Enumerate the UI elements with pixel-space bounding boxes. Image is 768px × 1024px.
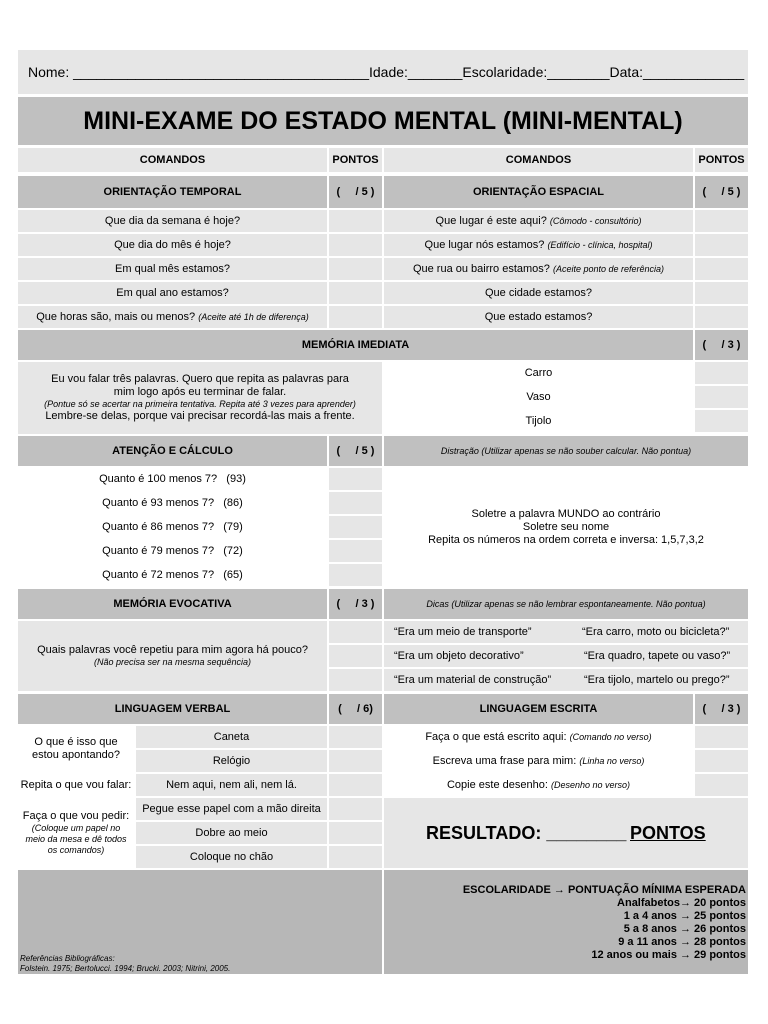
question-note: (Aceite ponto de referência) xyxy=(552,264,665,274)
section-distracao: Distração (Utilizar apenas se não souber calcular. Não pontua) xyxy=(384,436,748,466)
score-cell[interactable] xyxy=(329,645,382,667)
page-title-text: MINI-EXAME DO ESTADO MENTAL (MINI-MENTAL) xyxy=(83,106,683,135)
question-row: Que lugar é este aqui? (Cômodo - consultório) xyxy=(384,210,693,232)
dica-hint: “Era um meio de transporte” xyxy=(394,626,532,638)
score-cell[interactable] xyxy=(329,564,382,586)
verbal-note: (Coloque um papel no meio da mesa e dê todos os comandos) xyxy=(25,823,127,855)
verbal-item-coloque: Coloque no chão xyxy=(136,846,327,868)
col-header-comandos-right: COMANDOS xyxy=(384,148,693,172)
score-cell[interactable] xyxy=(329,621,382,643)
question-note: (Aceite até 1h de diferença) xyxy=(198,312,309,322)
escolaridade-box xyxy=(384,870,748,974)
question-row: Em qual mês estamos? xyxy=(18,258,327,280)
patient-info-line: Nome: ______________________________________Idade:_______Escolaridade:________Data:_____________ xyxy=(28,64,745,80)
question-row: Que horas são, mais ou menos? (Aceite até 1h de diferença) xyxy=(18,306,327,328)
score-cell[interactable] xyxy=(329,798,382,820)
memoria-evocativa-question xyxy=(18,621,327,691)
escolaridade-row: 1 a 4 anos → 25 pontos xyxy=(623,910,746,922)
score-linguagem-verbal: ( / 6) xyxy=(329,694,382,724)
dica-options: “Era tijolo, martelo ou prego?” xyxy=(584,674,730,686)
section-orientacao-espacial: ORIENTAÇÃO ESPACIAL xyxy=(384,176,693,208)
section-memoria-imediata: MEMÓRIA IMEDIATA xyxy=(18,330,693,360)
evocativa-text: Quais palavras você repetiu para mim agora há pouco? xyxy=(37,644,308,656)
evocativa-note: (Não precisa ser na mesma sequência) xyxy=(93,657,252,667)
score-cell[interactable] xyxy=(695,774,748,796)
question-row: Que estado estamos? xyxy=(384,306,693,328)
patient-info-bar xyxy=(18,50,748,94)
verbal-item-relogio: Relógio xyxy=(136,750,327,772)
question-row: Que cidade estamos? xyxy=(384,282,693,304)
dica-row xyxy=(384,669,748,691)
calc-row: Quanto é 93 menos 7? (86) xyxy=(18,492,327,514)
escrita-note: (Desenho no verso) xyxy=(550,780,631,790)
dica-row xyxy=(384,645,748,667)
score-cell[interactable] xyxy=(329,774,382,796)
verbal-question-apontando: O que é isso que estou apontando? xyxy=(18,726,134,772)
verbal-question-repita: Repita o que vou falar: xyxy=(18,774,134,796)
score-linguagem-escrita: ( / 3 ) xyxy=(695,694,748,724)
question-row: Que dia da semana é hoje? xyxy=(18,210,327,232)
calc-row: Quanto é 100 menos 7? (93) xyxy=(18,468,327,490)
escolaridade-title: ESCOLARIDADE → PONTUAÇÃO MÍNIMA ESPERADA xyxy=(462,884,746,896)
escrita-row: Copie este desenho: (Desenho no verso) xyxy=(384,774,693,796)
score-cell[interactable] xyxy=(329,726,382,748)
score-cell[interactable] xyxy=(329,234,382,256)
score-cell[interactable] xyxy=(695,726,748,748)
resultado-box xyxy=(384,798,748,868)
instruction-note: (Pontue só se acertar na primeira tentativa. Repita até 3 vezes para aprender) xyxy=(44,399,356,409)
section-dicas: Dicas (Utilizar apenas se não lembrar espontaneamente. Não pontua) xyxy=(384,589,748,619)
score-orientacao-temporal: ( / 5 ) xyxy=(329,176,382,208)
word-carro: Carro xyxy=(384,362,693,384)
references-title: Referências Bibliográficas: xyxy=(20,954,115,963)
verbal-item-dobre: Dobre ao meio xyxy=(136,822,327,844)
escrita-note: (Comando no verso) xyxy=(569,732,652,742)
score-cell[interactable] xyxy=(329,846,382,868)
escolaridade-row: 9 a 11 anos → 28 pontos xyxy=(618,936,746,948)
dica-row xyxy=(384,621,748,643)
instruction-text: Lembre-se delas, porque vai precisar recordá-las mais a frente. xyxy=(45,410,355,422)
resultado-label: RESULTADO: ________ xyxy=(426,823,627,843)
score-cell[interactable] xyxy=(695,258,748,280)
score-memoria-imediata: ( / 3 ) xyxy=(695,330,748,360)
score-atencao-calculo: ( / 5 ) xyxy=(329,436,382,466)
escrita-note: (Linha no verso) xyxy=(579,756,645,766)
verbal-question-faca: Faça o que vou pedir: (Coloque um papel no meio da mesa e dê todos os comandos) xyxy=(18,798,134,868)
col-header-comandos-left: COMANDOS xyxy=(18,148,327,172)
dica-hint: “Era um material de construção” xyxy=(394,674,552,686)
col-header-pontos-right: PONTOS xyxy=(695,148,748,172)
distracao-line: Soletre seu nome xyxy=(522,520,610,533)
question-row: Que lugar nós estamos? (Edifício - clínica, hospital) xyxy=(384,234,693,256)
question-row: Que dia do mês é hoje? xyxy=(18,234,327,256)
score-cell[interactable] xyxy=(329,492,382,514)
resultado-pontos: PONTOS xyxy=(630,823,706,843)
score-cell[interactable] xyxy=(695,210,748,232)
score-orientacao-espacial: ( / 5 ) xyxy=(695,176,748,208)
section-linguagem-verbal: LINGUAGEM VERBAL xyxy=(18,694,327,724)
score-cell[interactable] xyxy=(329,258,382,280)
escolaridade-row: Analfabetos→ 20 pontos xyxy=(617,897,746,909)
score-cell[interactable] xyxy=(329,468,382,490)
dica-options: “Era quadro, tapete ou vaso?” xyxy=(584,650,731,662)
verbal-item-repita: Nem aqui, nem ali, nem lá. xyxy=(136,774,327,796)
question-note: (Cômodo - consultório) xyxy=(549,216,642,226)
dica-hint: “Era um objeto decorativo” xyxy=(394,650,524,662)
distracao-line: Repita os números na ordem correta e inversa: 1,5,7,3,2 xyxy=(428,533,704,546)
calc-row: Quanto é 72 menos 7? (65) xyxy=(18,564,327,586)
word-vaso: Vaso xyxy=(384,386,693,408)
score-cell[interactable] xyxy=(695,282,748,304)
score-cell[interactable] xyxy=(329,540,382,562)
col-header-pontos-left: PONTOS xyxy=(329,148,382,172)
score-cell[interactable] xyxy=(695,234,748,256)
section-orientacao-temporal: ORIENTAÇÃO TEMPORAL xyxy=(18,176,327,208)
verbal-item-caneta: Caneta xyxy=(136,726,327,748)
score-cell[interactable] xyxy=(695,386,748,408)
references-text: Folstein. 1975; Bertolucci. 1994; Brucki. 2003; Nitrini, 2005. xyxy=(20,964,231,973)
references-box xyxy=(18,870,382,974)
score-cell[interactable] xyxy=(695,750,748,772)
verbal-item-pegue: Pegue esse papel com a mão direita xyxy=(136,798,327,820)
page-title xyxy=(18,97,748,145)
question-note: (Edifício - clínica, hospital) xyxy=(547,240,653,250)
score-cell[interactable] xyxy=(329,750,382,772)
instruction-text: Eu vou falar três palavras. Quero que repita as palavras para mim logo após eu terminar de falar. xyxy=(51,373,349,398)
question-row: Que rua ou bairro estamos? (Aceite ponto de referência) xyxy=(384,258,693,280)
escolaridade-list xyxy=(463,884,746,962)
score-cell[interactable] xyxy=(695,410,748,432)
score-cell[interactable] xyxy=(329,210,382,232)
word-tijolo: Tijolo xyxy=(384,410,693,432)
score-cell[interactable] xyxy=(695,306,748,328)
score-cell[interactable] xyxy=(695,362,748,384)
escrita-row: Escreva uma frase para mim: (Linha no verso) xyxy=(384,750,693,772)
escolaridade-row: 12 anos ou mais → 29 pontos xyxy=(591,949,746,961)
score-cell[interactable] xyxy=(329,822,382,844)
score-cell[interactable] xyxy=(329,306,382,328)
score-cell[interactable] xyxy=(329,282,382,304)
calc-row: Quanto é 86 menos 7? (79) xyxy=(18,516,327,538)
distracao-instructions xyxy=(384,468,748,586)
memoria-imediata-instructions xyxy=(18,362,382,434)
section-atencao-calculo: ATENÇÃO E CÁLCULO xyxy=(18,436,327,466)
score-cell[interactable] xyxy=(329,516,382,538)
section-memoria-evocativa: MEMÓRIA EVOCATIVA xyxy=(18,589,327,619)
distracao-line: Soletre a palavra MUNDO ao contrário xyxy=(471,507,661,520)
escolaridade-row: 5 a 8 anos → 26 pontos xyxy=(623,923,746,935)
escrita-row: Faça o que está escrito aqui: (Comando no verso) xyxy=(384,726,693,748)
score-memoria-evocativa: ( / 3 ) xyxy=(329,589,382,619)
question-row: Em qual ano estamos? xyxy=(18,282,327,304)
calc-row: Quanto é 79 menos 7? (72) xyxy=(18,540,327,562)
dica-options: “Era carro, moto ou bicicleta?” xyxy=(582,626,730,638)
section-linguagem-escrita: LINGUAGEM ESCRITA xyxy=(384,694,693,724)
score-cell[interactable] xyxy=(329,669,382,691)
